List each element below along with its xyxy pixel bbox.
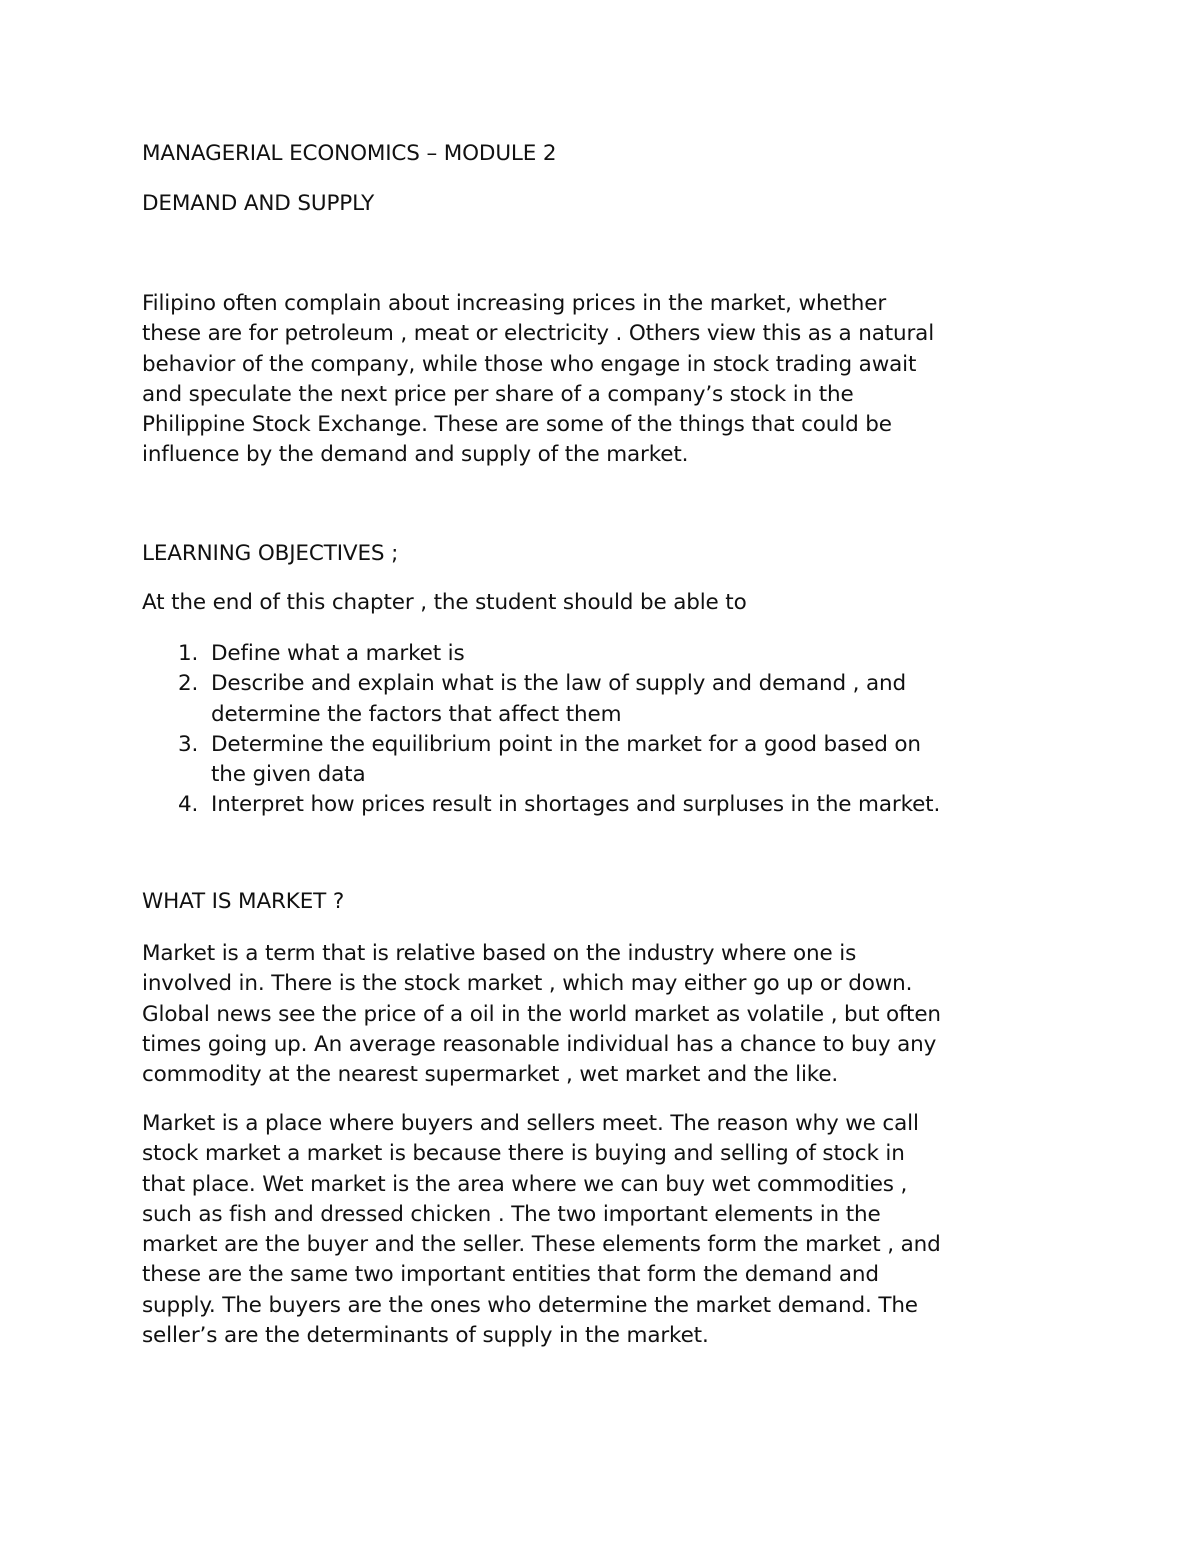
text-line: Global news see the price of a oil in the world market as volatile , but often: [142, 1001, 941, 1027]
list-number: 2.: [178, 671, 199, 697]
list-item: [142, 790, 1072, 820]
text-line: influence by the demand and supply of the market.: [142, 442, 689, 468]
text-line: stock market a market is because there is buying and selling of stock in: [142, 1141, 905, 1167]
text-line: times going up. An average reasonable individual has a chance to buy any: [142, 1031, 937, 1057]
market-paragraph-2: [142, 1109, 1072, 1351]
text-line: the given data: [211, 762, 366, 788]
text-line: these are for petroleum , meat or electricity . Others view this as a natural: [142, 321, 935, 347]
text-line: Determine the equilibrium point in the market for a good based on: [211, 731, 921, 757]
objectives-lead: At the end of this chapter , the student should be able to: [142, 590, 747, 615]
list-item: [142, 730, 1072, 791]
text-line: behavior of the company, while those who engage in stock trading await: [142, 351, 917, 377]
text-line: such as fish and dressed chicken . The two important elements in the: [142, 1201, 881, 1227]
text-line: seller’s are the determinants of supply in the market.: [142, 1323, 709, 1349]
list-number: 1.: [178, 641, 199, 666]
text-line: market are the buyer and the seller. These elements form the market , and: [142, 1232, 941, 1258]
text-line: Define what a market is: [211, 641, 465, 666]
objectives-list: [142, 639, 1072, 821]
text-line: supply. The buyers are the ones who determine the market demand. The: [142, 1292, 918, 1318]
market-heading: WHAT IS MARKET ?: [142, 889, 345, 914]
text-line: these are the same two important entities that form the demand and: [142, 1262, 879, 1288]
text-line: commodity at the nearest supermarket , wet market and the like.: [142, 1062, 839, 1088]
text-line: Philippine Stock Exchange. These are some of the things that could be: [142, 412, 892, 438]
intro-paragraph: [142, 289, 1072, 471]
text-line: that place. Wet market is the area where we can buy wet commodities ,: [142, 1171, 908, 1197]
text-line: Describe and explain what is the law of supply and demand , and: [211, 671, 907, 697]
list-item: [142, 669, 1072, 730]
list-number: 3.: [178, 731, 199, 757]
text-line: Filipino often complain about increasing prices in the market, whether: [142, 291, 887, 316]
text-line: and speculate the next price per share of a company’s stock in the: [142, 381, 854, 407]
text-line: Interpret how prices result in shortages and surpluses in the market.: [211, 792, 941, 818]
text-line: Market is a term that is relative based on the industry where one is: [142, 941, 857, 966]
list-item: [142, 639, 1072, 669]
objectives-heading: LEARNING OBJECTIVES ;: [142, 541, 399, 566]
text-line: Market is a place where buyers and sellers meet. The reason why we call: [142, 1111, 919, 1136]
market-paragraph-1: [142, 939, 1072, 1090]
text-line: involved in. There is the stock market , which may either go up or down.: [142, 971, 913, 997]
document-title: MANAGERIAL ECONOMICS – MODULE 2: [142, 141, 557, 166]
list-number: 4.: [178, 792, 199, 818]
document-subtitle: DEMAND AND SUPPLY: [142, 191, 375, 216]
text-line: determine the factors that affect them: [211, 701, 622, 727]
